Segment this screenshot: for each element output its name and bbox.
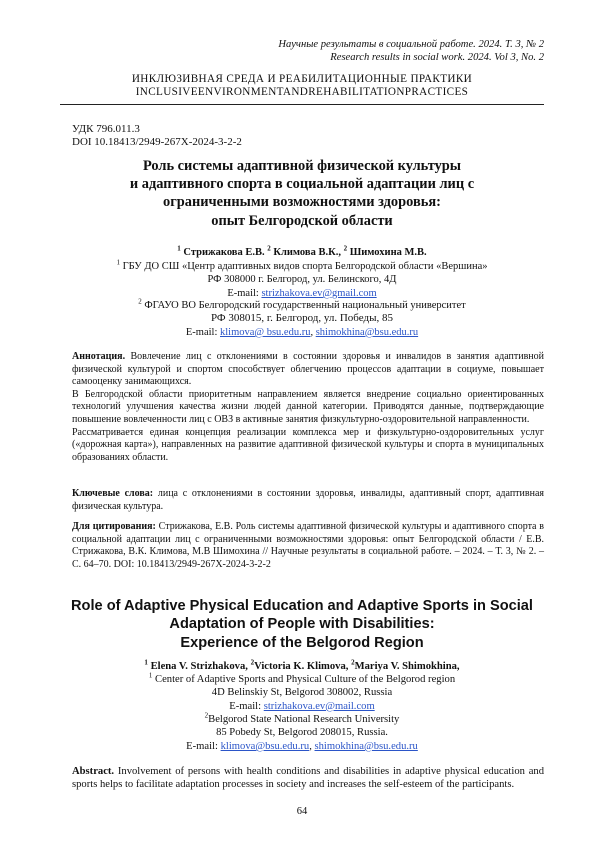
journal-line-en: Research results in social work. 2024. Vol 3, No. 2 <box>330 52 544 64</box>
author-name: Стрижакова Е.В. <box>183 247 265 258</box>
en-affiliation-1 <box>60 673 544 713</box>
email-link[interactable]: klimova@bsu.edu.ru <box>220 740 310 752</box>
citation-text: Стрижакова, Е.В. Роль системы адаптивной физической культуры и адаптивного спорта в социальной адаптации лиц с ограниченными возможностями здоровья: опыт Белгородской области / Е.В. Стрижакова, В.К. Климова, М.В Шимохина // Научные результаты в социальной работе. – 2024. – Т. 3, № 2. – С. 64–70. DOI: 10.18413/2949-267X-2024-3-2-2 <box>72 521 545 570</box>
ru-keywords <box>72 488 544 513</box>
section-divider <box>60 104 544 105</box>
aff-name: ГБУ ДО СШ «Центр адаптивных видов спорта Белгородской области «Вершина» <box>122 261 488 272</box>
email-label: E-mail: <box>229 700 262 712</box>
ru-authors <box>60 246 544 259</box>
email-separator: , <box>310 326 314 338</box>
ru-citation <box>72 521 544 571</box>
ru-title-line: опыт Белгородской области <box>211 212 393 229</box>
en-title-line: Experience of the Belgorod Region <box>180 634 424 651</box>
section-ru: ИНКЛЮЗИВНАЯ СРЕДА И РЕАБИЛИТАЦИОННЫЕ ПРАКТИКИ <box>131 73 473 85</box>
citation-label: Для цитирования: <box>72 521 156 532</box>
aff-address: РФ 308015, г. Белгород, ул. Победы, 85 <box>211 312 393 325</box>
author-name: Mariya V. Shimokhina, <box>354 661 460 672</box>
ru-affiliation-1 <box>60 260 544 300</box>
ru-abstract <box>72 351 544 464</box>
aff-name: Belgorod State National Research University <box>208 714 400 725</box>
keywords-text: лица с отклонениями в состоянии здоровья, инвалиды, адаптивный спорт, адаптивная физическая культура. <box>72 488 544 512</box>
email-link[interactable]: shimokhina@bsu.edu.ru <box>314 740 418 752</box>
author-sup: 1 <box>177 244 181 253</box>
author-sup: 2 <box>250 658 255 667</box>
journal-line-ru: Научные результаты в социальной работе. 2024. Т. 3, № 2 <box>278 39 544 50</box>
aff-sup: 2 <box>204 711 209 720</box>
ru-title-line: и адаптивного спорта в социальной адаптации лиц с <box>129 176 475 193</box>
email-link[interactable]: strizhakova.ev@mail.com <box>263 700 375 712</box>
en-title <box>60 597 544 652</box>
author-name: Климова В.К., <box>273 247 341 258</box>
author-name: Victoria K. Klimova, <box>254 661 349 672</box>
aff-name: Center of Adaptive Sports and Physical Culture of the Belgorod region <box>155 674 456 685</box>
keywords-label: Ключевые слова: <box>72 488 154 499</box>
aff-sup: 1 <box>148 671 153 680</box>
ru-title-line: Роль системы адаптивной физической культуры <box>142 158 462 174</box>
author-sup: 2 <box>267 244 271 253</box>
aff-name: ФГАУО ВО Белгородский государственный национальный университет <box>144 300 466 311</box>
en-authors <box>60 660 544 673</box>
abstract-text: Рассматривается единая концепция реализации комплекса мер и физкультурно-оздоровительных услуг («дорожная карта»), направленных на развитие адаптивной физической культуры и спорта в муниципальных образованиях области. <box>72 426 544 463</box>
ru-affiliation-2 <box>60 299 544 339</box>
en-title-line: Adaptation of People with Disabilities: <box>169 616 435 633</box>
email-label: E-mail: <box>227 287 259 299</box>
email-label: E-mail: <box>185 326 218 338</box>
author-sup: 2 <box>343 244 348 253</box>
ru-title-line: ограниченными возможностями здоровья: <box>163 194 441 211</box>
email-link[interactable]: strizhakova.ev@gmail.com <box>261 287 377 299</box>
email-separator: , <box>309 740 312 752</box>
section-heading <box>60 73 544 99</box>
aff-sup: 1 <box>116 258 120 267</box>
section-en: INCLUSIVEENVIRONMENTANDREHABILITATIONPRACTICES <box>135 86 469 98</box>
aff-address: 85 Pobedy St, Belgorod 208015, Russia. <box>216 727 388 739</box>
email-label: E-mail: <box>186 740 218 752</box>
email-link[interactable]: klimova@ bsu.edu.ru <box>220 326 311 338</box>
article-meta <box>72 123 242 150</box>
abstract-label: Abstract. <box>72 766 115 777</box>
email-link[interactable]: shimokhina@bsu.edu.ru <box>315 326 419 338</box>
author-name: Шимохина М.В. <box>349 247 427 258</box>
abstract-text: Вовлечение лиц с отклонениями в состоянии здоровья и инвалидов в занятия адаптивной физической культурой и спортом способствует облегчению процессов адаптации в социуме, повышает самооценку занимающихся. <box>72 351 545 388</box>
author-sup: 2 <box>351 658 355 667</box>
aff-address: РФ 308000 г. Белгород, ул. Белинского, 4Д <box>207 274 397 286</box>
aff-address: 4D Belinskiy St, Belgorod 308002, Russia <box>211 687 393 699</box>
abstract-label: Аннотация. <box>72 351 126 362</box>
author-sup: 1 <box>144 658 148 667</box>
author-name: Elena V. Strizhakova, <box>150 661 248 672</box>
journal-header <box>60 38 544 64</box>
abstract-text: Involvement of persons with health conditions and disabilities in adaptive physical education and sports helps to facilitate adaptation processes in society and increases the self-esteem of the participants. <box>72 766 544 791</box>
abstract-text: В Белгородской области приоритетным направлением является внедрение социально ориентированных технологий улучшения качества жизни людей данной категории. Приводятся данные, подтверждающие повышение вовлеченности лиц с ОВЗ в активные занятия физкультурно-оздоровительной направленности. <box>72 388 544 425</box>
en-abstract <box>72 765 544 791</box>
page-number: 64 <box>296 806 308 817</box>
udk: УДК 796.011.3 <box>72 123 140 135</box>
ru-title <box>60 157 544 230</box>
doi: DOI 10.18413/2949-267X-2024-3-2-2 <box>72 136 242 149</box>
en-affiliation-2 <box>60 713 544 753</box>
aff-sup: 2 <box>138 297 142 306</box>
en-title-line: Role of Adaptive Physical Education and Adaptive Sports in Social <box>71 598 533 614</box>
